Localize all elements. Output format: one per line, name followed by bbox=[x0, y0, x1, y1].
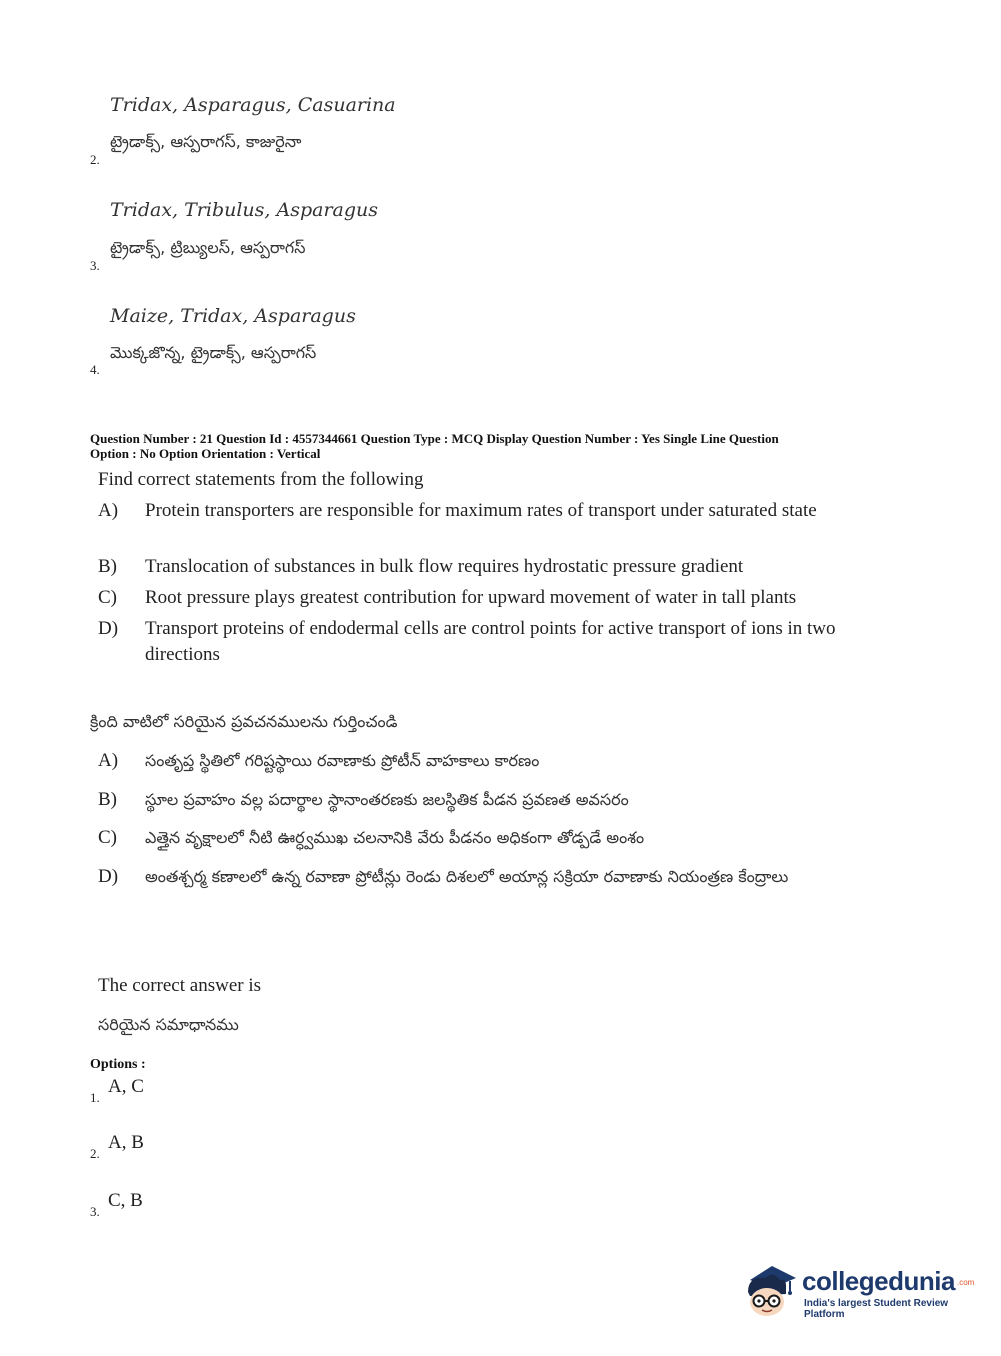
option-text: A, B bbox=[108, 1132, 144, 1153]
statement-letter: C) bbox=[98, 827, 117, 848]
logo-wordmark: collegedunia bbox=[802, 1266, 955, 1296]
statement-text: Transport proteins of endodermal cells are control points for active transport of ions in two directions bbox=[145, 618, 836, 665]
statement-letter: C) bbox=[98, 587, 117, 608]
statement-text: Protein transporters are responsible for maximum rates of transport under saturated state bbox=[145, 500, 817, 521]
option-number: 3. bbox=[90, 258, 100, 273]
statement-letter: A) bbox=[98, 500, 119, 521]
statement-letter: B) bbox=[98, 556, 117, 577]
options-label: Options : bbox=[90, 1057, 146, 1072]
option-number: 4. bbox=[90, 362, 100, 377]
collegedunia-logo bbox=[742, 1252, 975, 1322]
logo-domain-suffix: .com bbox=[957, 1278, 975, 1287]
statement-letter: B) bbox=[98, 789, 117, 810]
option-text: A, C bbox=[108, 1076, 144, 1097]
question-metadata bbox=[90, 431, 779, 461]
mascot-icon bbox=[742, 1252, 804, 1318]
option-telugu-text: మొక్కజొన్న, ట్రైడాక్స్, ఆస్పరాగస్ bbox=[110, 343, 317, 362]
option-english-text: Maize, Tridax, Asparagus bbox=[110, 305, 356, 327]
logo-tagline: India's largest Student Review Platform bbox=[804, 1298, 949, 1320]
statement-letter: D) bbox=[98, 866, 119, 887]
option-number: 3. bbox=[90, 1204, 100, 1219]
statement-text: Root pressure plays greatest contribution for upward movement of water in tall plants bbox=[145, 587, 797, 608]
statement-text: అంతశ్చర్మ కణాలలో ఉన్న రవాణా ప్రోటీన్లు రెండు దిశలలో అయాన్ల సక్రియా రవాణాకు నియంత్రణ కేంద్రాలు bbox=[145, 867, 789, 886]
option-number: 1. bbox=[90, 1090, 100, 1105]
statement-letter: D) bbox=[98, 618, 119, 639]
question-stem-telugu: క్రింది వాటిలో సరియైన ప్రవచనములను గుర్తించండి bbox=[90, 712, 398, 731]
statement-text: ఎత్తైన వృక్షాలలో నీటి ఊర్ధ్వముఖ చలనానికి వేరు పీడనం అధికంగా తోడ్పడే అంశం bbox=[145, 828, 645, 847]
statement-text: స్థూల ప్రవాహం వల్ల పదార్థాల స్థానాంతరణకు జలస్థితిక పీడన ప్రవణత అవసరం bbox=[145, 790, 629, 809]
option-english-text: Tridax, Asparagus, Casuarina bbox=[110, 94, 396, 116]
option-telugu-text: ట్రైడాక్స్, ఆస్పరాగస్, కాజురైనా bbox=[110, 132, 302, 151]
answer-prompt-english: The correct answer is bbox=[98, 975, 262, 996]
question-stem-english: Find correct statements from the following bbox=[98, 469, 424, 490]
question-meta-line-1: Question Number : 21 Question Id : 4557344661 Question Type : MCQ Display Question Number : Yes Single Line Question bbox=[90, 431, 779, 446]
option-text: C, B bbox=[108, 1190, 143, 1211]
option-number: 2. bbox=[90, 1146, 100, 1161]
statement-text: Translocation of substances in bulk flow requires hydrostatic pressure gradient bbox=[145, 556, 744, 577]
statement-letter: A) bbox=[98, 750, 119, 771]
statement-text: సంతృప్త స్థితిలో గరిష్టస్థాయి రవాణాకు ప్రోటీన్ వాహకాలు కారణం bbox=[145, 751, 540, 770]
answer-prompt-telugu: సరియైన సమాధానము bbox=[98, 1015, 239, 1034]
option-english-text: Tridax, Tribulus, Asparagus bbox=[110, 199, 379, 221]
question-meta-line-2: Option : No Option Orientation : Vertical bbox=[90, 446, 321, 461]
option-number: 2. bbox=[90, 152, 100, 167]
option-telugu-text: ట్రైడాక్స్, ట్రిబ్యులస్, ఆస్పరాగస్ bbox=[110, 238, 306, 257]
